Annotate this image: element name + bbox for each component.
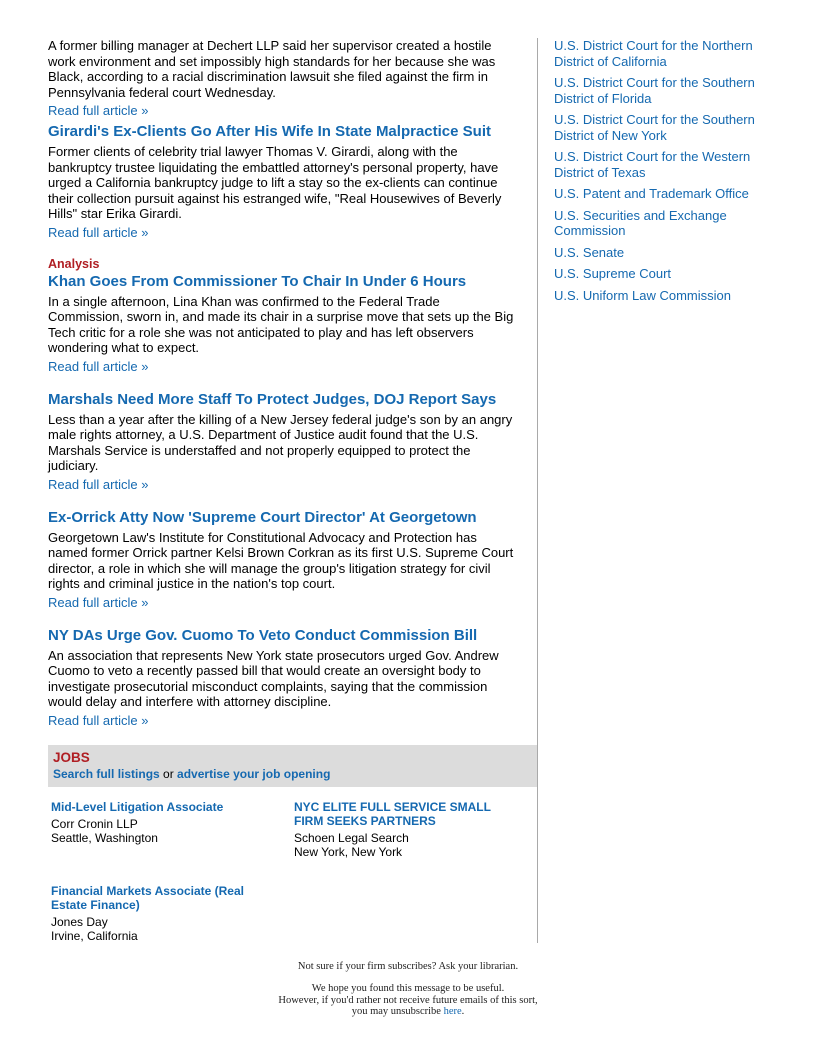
sidebar-court-link[interactable]: U.S. Patent and Trademark Office	[554, 186, 749, 201]
article	[48, 257, 537, 376]
article-body: Less than a year after the killing of a New Jersey federal judge's son by an angry male rights attorney, a U.S. Department of Justice audit found that the U.S. Marshals Service is understaffed and not properly equipped to protect the judiciary.	[48, 411, 513, 473]
job-listings	[48, 800, 537, 943]
sidebar-court-link[interactable]: U.S. District Court for the Southern District of New York	[554, 112, 755, 143]
job-listing	[51, 884, 294, 943]
article-body: An association that represents New York state prosecutors urged Gov. Andrew Cuomo to veto a recently passed bill that would create an oversight body to investigate prosecutorial misconduct complaints, saying that the commission would delay and interfere with attorney discipline.	[48, 647, 499, 709]
article-body: Former clients of celebrity trial lawyer Thomas V. Girardi, along with the bankruptcy trustee liquidating the embattled attorney's personal property, have urged a California bankruptcy judge to lift a stay so the ex-clients can continue their collection pursuit against his estranged wife, "Real Housewives of Beverly Hills" star Erika Girardi.	[48, 144, 502, 221]
advertise-job-opening-link[interactable]: advertise your job opening	[177, 766, 331, 781]
article-headline[interactable]: Marshals Need More Staff To Protect Judges, DOJ Report Says	[48, 390, 497, 408]
article-body: In a single afternoon, Lina Khan was confirmed to the Federal Trade Commission, sworn in, and made its chair in a surprise move that sets up the Big Tech critic for a role she was not anticipated to play and has left observers wondering what to expect.	[48, 293, 514, 355]
job-title-link[interactable]: Mid-Level Litigation Associate	[51, 799, 224, 814]
search-full-listings-link[interactable]: Search full listings	[53, 766, 160, 781]
job-location: Seattle, Washington	[51, 830, 158, 845]
jobs-section-header	[48, 745, 537, 787]
sidebar-court-link[interactable]: U.S. Securities and Exchange Commission	[554, 207, 727, 238]
job-listing	[294, 800, 537, 859]
footer	[0, 961, 816, 1018]
job-location: Irvine, California	[51, 928, 138, 943]
unsubscribe-link[interactable]: here	[443, 1006, 462, 1017]
read-full-article-link[interactable]: Read full article »	[48, 476, 149, 492]
sidebar-court-link[interactable]: U.S. Senate	[554, 244, 625, 260]
article	[48, 38, 537, 120]
article-body: Georgetown Law's Institute for Constitutional Advocacy and Protection has named former Orrick partner Kelsi Brown Corkran as its first U.S. Supreme Court director, a role in which she will manage the group's litigation strategy for civil rights and criminal justice in the nation's top court.	[48, 529, 514, 591]
read-full-article-link[interactable]: Read full article »	[48, 103, 149, 118]
article-body: A former billing manager at Dechert LLP said her supervisor created a hostile work environment and set impossibly high standards for her because she was Black, according to a racial discrimination lawsuit she filed against the firm in Pennsylvania federal court Wednesday.	[48, 38, 496, 100]
sidebar-court-link[interactable]: U.S. Supreme Court	[554, 266, 672, 281]
footer-line4-prefix: you may unsubscribe	[351, 1006, 444, 1017]
sidebar-court-link[interactable]: U.S. Uniform Law Commission	[554, 287, 731, 303]
job-employer: Schoen Legal Search	[294, 830, 409, 845]
article	[48, 627, 537, 730]
jobs-title: JOBS	[53, 749, 90, 765]
sidebar-court-links	[538, 38, 766, 943]
footer-librarian-note: Not sure if your firm subscribes? Ask your librarian.	[297, 961, 519, 972]
article-headline[interactable]: NY DAs Urge Gov. Cuomo To Veto Conduct Commission Bill	[48, 626, 478, 644]
job-employer: Jones Day	[51, 914, 108, 929]
content-area	[48, 38, 766, 943]
article-headline[interactable]: Ex-Orrick Atty Now 'Supreme Court Director' At Georgetown	[48, 508, 477, 526]
job-employer: Corr Cronin LLP	[51, 816, 138, 831]
job-title-link[interactable]: Financial Markets Associate (Real Estate Finance)	[51, 883, 244, 912]
article-headline[interactable]: Girardi's Ex-Clients Go After His Wife In State Malpractice Suit	[48, 123, 491, 140]
analysis-label: Analysis	[48, 256, 100, 271]
job-location: New York, New York	[294, 844, 403, 859]
footer-line2: We hope you found this message to be useful.	[311, 983, 505, 994]
article	[48, 509, 537, 612]
article-headline[interactable]: Khan Goes From Commissioner To Chair In Under 6 Hours	[48, 272, 467, 290]
read-full-article-link[interactable]: Read full article »	[48, 594, 149, 610]
job-title-link[interactable]: NYC ELITE FULL SERVICE SMALL FIRM SEEKS PARTNERS	[294, 799, 491, 828]
sidebar-court-link[interactable]: U.S. District Court for the Western District of Texas	[554, 149, 751, 180]
read-full-article-link[interactable]: Read full article »	[48, 358, 149, 374]
read-full-article-link[interactable]: Read full article »	[48, 712, 149, 728]
jobs-links-row	[53, 767, 529, 781]
footer-unsubscribe-note	[0, 983, 816, 1018]
footer-line4-suffix: .	[461, 1006, 465, 1017]
article	[48, 391, 537, 494]
footer-line3: However, if you'd rather not receive future emails of this sort,	[278, 994, 538, 1006]
job-listing	[51, 800, 294, 859]
article	[48, 123, 537, 242]
jobs-connector-text: or	[159, 766, 178, 781]
sidebar-court-link[interactable]: U.S. District Court for the Southern District of Florida	[554, 75, 755, 106]
read-full-article-link[interactable]: Read full article »	[48, 224, 149, 240]
main-column	[48, 38, 537, 943]
sidebar-court-link[interactable]: U.S. District Court for the Northern District of California	[554, 38, 753, 69]
